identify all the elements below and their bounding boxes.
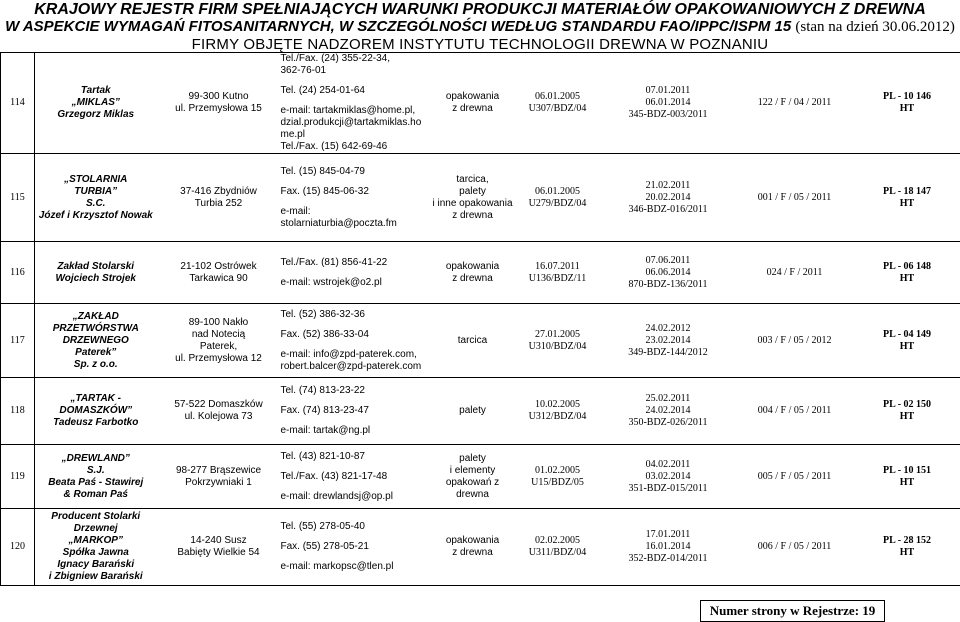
contact-gap — [281, 397, 431, 405]
certificate-line: 24.02.2012 — [645, 322, 691, 334]
certificate-line: 06.01.2014 — [645, 97, 691, 108]
company-name-line: Beata Paś - Stawirej — [48, 476, 144, 488]
registration-code: U307/BDZ/04 — [528, 103, 587, 114]
company-name — [35, 378, 157, 445]
company-contact — [281, 378, 431, 445]
registration-code: U15/BDZ/05 — [531, 476, 584, 488]
company-address — [157, 509, 281, 586]
company-name-line: PRZETWÓRSTWA — [52, 322, 139, 334]
contact-line: Fax. (74) 813-23-47 — [280, 405, 369, 416]
company-name-line: Józef i Krzysztof Nowak — [38, 209, 153, 221]
company-name-line: & Roman Paś — [63, 488, 128, 500]
product-type-line: i inne opakowania — [432, 197, 513, 209]
product-type-line: opakowania — [445, 535, 500, 546]
pl-mark-line: HT — [899, 476, 915, 488]
contact-gap — [281, 341, 431, 349]
company-contact — [281, 53, 431, 154]
pl-mark-line: HT — [899, 103, 915, 114]
contact-line: e-mail: info@zpd-paterek.com, — [280, 348, 417, 360]
product-type — [431, 154, 515, 242]
address-line: Tarkawica 90 — [189, 272, 248, 284]
certificate-dates — [601, 304, 736, 378]
certificate-line: 349-BDZ-144/2012 — [628, 346, 708, 358]
contact-gap — [281, 178, 431, 186]
contact-gap — [281, 321, 431, 329]
page-number-value: 19 — [862, 603, 876, 618]
contact-gap — [281, 463, 431, 471]
pl-mark — [854, 378, 960, 445]
certificate-dates — [601, 378, 736, 445]
address-line: 57-522 Domaszków — [174, 399, 263, 410]
contact-gap — [281, 198, 431, 206]
registration-code: U136/BDZ/11 — [528, 272, 587, 284]
contact-line: Tel./Fax. (43) 821-17-48 — [280, 470, 388, 482]
address-line: 14-240 Susz — [190, 535, 247, 546]
decision-number: 006 / F / 05 / 2011 — [736, 509, 854, 586]
company-name-line: S.J. — [86, 464, 105, 476]
page-number-box — [700, 600, 885, 622]
company-name — [35, 242, 157, 304]
contact-gap — [281, 533, 431, 541]
product-type-line: opakowania — [445, 91, 500, 102]
pl-mark-line: PL - 10 151 — [882, 464, 932, 476]
company-contact — [281, 445, 431, 509]
pl-mark — [854, 509, 960, 586]
company-address — [157, 242, 281, 304]
company-contact — [281, 154, 431, 242]
company-name-line: Ignacy Barański — [57, 559, 135, 570]
company-name-line: „STOLARNIA — [64, 173, 128, 185]
company-name — [35, 53, 157, 154]
page-header — [0, 0, 960, 53]
decision-number: 003 / F / 05 / 2012 — [736, 304, 854, 378]
table-row — [1, 378, 960, 445]
contact-line: robert.balcer@zpd-paterek.com — [280, 360, 422, 372]
page-number-label: Numer strony w Rejestrze: — [709, 603, 860, 618]
contact-gap — [281, 269, 431, 277]
contact-line: e-mail: — [280, 205, 311, 217]
certificate-line: 25.02.2011 — [645, 393, 691, 404]
contact-line: Tel./Fax. (15) 642-69-46 — [280, 141, 388, 152]
table-row — [1, 242, 960, 304]
pl-mark — [854, 53, 960, 154]
contact-line: Tel. (52) 386-32-36 — [280, 308, 365, 320]
company-name-line: „DREWLAND” — [61, 452, 130, 464]
registration — [515, 445, 601, 509]
product-type — [431, 509, 515, 586]
pl-mark — [854, 242, 960, 304]
company-contact — [281, 304, 431, 378]
row-number: 116 — [1, 242, 35, 304]
registration-date: 06.01.2005 — [535, 91, 580, 102]
pl-mark-line: PL - 10 146 — [882, 91, 932, 102]
table-row — [1, 445, 960, 509]
company-name-line: Tartak — [80, 85, 111, 96]
company-address — [157, 445, 281, 509]
certificate-line: 350-BDZ-026/2011 — [628, 417, 708, 428]
product-type-line: z drewna — [452, 103, 493, 114]
product-type-line: tarcica — [457, 334, 488, 346]
registration-code: U310/BDZ/04 — [528, 340, 587, 352]
product-type-line: opakowania — [445, 260, 500, 272]
product-type — [431, 304, 515, 378]
certificate-dates — [601, 242, 736, 304]
pl-mark-line: HT — [899, 197, 915, 209]
certificate-line: 04.02.2011 — [645, 458, 691, 470]
contact-gap — [281, 483, 431, 491]
company-address — [157, 378, 281, 445]
decision-number: 122 / F / 04 / 2011 — [736, 53, 854, 154]
registration-code: U311/BDZ/04 — [528, 547, 587, 558]
product-type-line: z drewna — [452, 547, 493, 558]
contact-line: Tel. (55) 278-05-40 — [280, 521, 365, 532]
company-name-line: DOMASZKÓW” — [59, 405, 133, 416]
product-type-line: palety — [459, 405, 486, 416]
certificate-line: 06.06.2014 — [645, 266, 691, 278]
registration — [515, 154, 601, 242]
table-row — [1, 154, 960, 242]
decision-number: 005 / F / 05 / 2011 — [736, 445, 854, 509]
company-name-line: Producent Stolarki — [51, 511, 141, 522]
registration-code: U279/BDZ/04 — [528, 197, 587, 209]
product-type-line: i elementy — [449, 464, 496, 476]
address-line: Turbia 252 — [194, 197, 243, 209]
certificate-line: 03.02.2014 — [645, 470, 691, 482]
header-supervision: FIRMY OBJĘTE NADZOREM INSTYTUTU TECHNOLOGII DREWNA W POZNANIU — [191, 36, 769, 53]
company-name-line: „ZAKŁAD — [72, 310, 119, 322]
address-line: Paterek, — [199, 340, 238, 352]
company-name — [35, 509, 157, 586]
company-name-line: Tadeusz Farbotko — [53, 417, 139, 428]
pl-mark — [854, 304, 960, 378]
row-number: 117 — [1, 304, 35, 378]
contact-line: Tel. (24) 254-01-64 — [280, 85, 365, 96]
contact-line: me.pl — [280, 129, 305, 140]
contact-gap — [281, 553, 431, 561]
contact-line: Fax. (15) 845-06-32 — [280, 185, 369, 197]
address-line: ul. Przemysłowa 12 — [175, 352, 262, 364]
product-type-line: z drewna — [452, 272, 493, 284]
pl-mark-line: PL - 02 150 — [882, 399, 932, 410]
company-name-line: Wojciech Strojek — [55, 272, 136, 284]
registration-date: 02.02.2005 — [535, 535, 580, 546]
certificate-line: 23.02.2014 — [645, 334, 691, 346]
address-line: 98-277 Brąszewice — [175, 464, 262, 476]
contact-line: e-mail: wstrojek@o2.pl — [280, 276, 382, 288]
header-subtitle-main: W ASPEKCIE WYMAGAŃ FITOSANITARNYCH, W SZCZEGÓLNOŚCI WEDŁUG STANDARDU FAO/IPPC/ISPM 15 — [5, 18, 792, 35]
address-line: Pokrzywniaki 1 — [185, 476, 252, 488]
contact-line: dzial.produkcji@tartakmiklas.ho — [280, 117, 422, 128]
contact-line: Tel. (15) 845-04-79 — [280, 165, 365, 177]
company-name-line: i Zbigniew Barański — [48, 571, 143, 582]
registration-date: 27.01.2005 — [535, 328, 580, 340]
company-name-line: „MIKLAS” — [71, 97, 120, 108]
pl-mark — [854, 445, 960, 509]
registration — [515, 378, 601, 445]
register-table — [0, 52, 960, 586]
contact-line: e-mail: markopsc@tlen.pl — [280, 561, 394, 572]
address-line: ul. Kolejowa 73 — [184, 411, 253, 422]
registration — [515, 242, 601, 304]
certificate-line: 870-BDZ-136/2011 — [628, 278, 708, 290]
certificate-line: 24.02.2014 — [645, 405, 691, 416]
contact-line: e-mail: tartak@ng.pl — [280, 425, 371, 436]
pl-mark-line: PL - 28 152 — [882, 535, 932, 546]
product-type-line: tarcica, — [456, 173, 489, 185]
row-number: 120 — [1, 509, 35, 586]
certificate-dates — [601, 509, 736, 586]
header-title: KRAJOWY REJESTR FIRM SPEŁNIAJĄCYCH WARUNKI PRODUKCJI MATERIAŁÓW OPAKOWANIOWYCH Z DREWNA — [34, 1, 926, 18]
product-type-line: palety — [459, 185, 486, 197]
registration-date: 16.07.2011 — [535, 260, 580, 272]
contact-line: 362-76-01 — [280, 65, 327, 76]
company-name-line: Zakład Stolarski — [57, 260, 135, 272]
contact-line: Tel./Fax. (81) 856-41-22 — [280, 256, 388, 268]
company-name-line: S.C. — [86, 197, 106, 209]
product-type — [431, 242, 515, 304]
row-number: 118 — [1, 378, 35, 445]
registration — [515, 509, 601, 586]
company-name-line: „TARTAK - — [70, 393, 122, 404]
contact-line: Tel. (74) 813-23-22 — [280, 385, 365, 396]
row-number: 114 — [1, 53, 35, 154]
certificate-line: 345-BDZ-003/2011 — [628, 109, 708, 120]
certificate-line: 346-BDZ-016/2011 — [628, 203, 708, 215]
company-name-line: Paterek” — [75, 346, 117, 358]
header-subtitle — [0, 18, 960, 36]
contact-line: stolarniaturbia@poczta.fm — [280, 217, 397, 229]
registration-date: 10.02.2005 — [535, 399, 580, 410]
certificate-dates — [601, 53, 736, 154]
pl-mark-line: HT — [899, 547, 915, 558]
product-type — [431, 378, 515, 445]
product-type — [431, 53, 515, 154]
contact-line: Tel./Fax. (24) 355-22-34, — [280, 53, 390, 64]
product-type — [431, 445, 515, 509]
table-row — [1, 53, 960, 154]
company-address — [157, 53, 281, 154]
table-row — [1, 509, 960, 586]
contact-line: Fax. (52) 386-33-04 — [280, 328, 369, 340]
company-contact — [281, 242, 431, 304]
pl-mark-line: HT — [899, 340, 915, 352]
decision-number: 001 / F / 05 / 2011 — [736, 154, 854, 242]
pl-mark-line: PL - 04 149 — [882, 328, 932, 340]
company-name — [35, 445, 157, 509]
header-status-date: (stan na dzień 30.06.2012) — [795, 19, 955, 35]
company-contact — [281, 509, 431, 586]
address-line: 21-102 Ostrówek — [180, 260, 257, 272]
contact-line: e-mail: tartakmiklas@home.pl, — [280, 105, 416, 116]
registration-code: U312/BDZ/04 — [528, 411, 587, 422]
contact-gap — [281, 417, 431, 425]
certificate-line: 351-BDZ-015/2011 — [628, 482, 708, 494]
company-name-line: Sp. z o.o. — [73, 358, 118, 370]
pl-mark-line: PL - 06 148 — [882, 260, 932, 272]
product-type-line: z drewna — [452, 209, 493, 221]
decision-number: 024 / F / 2011 — [736, 242, 854, 304]
company-name — [35, 154, 157, 242]
company-address — [157, 154, 281, 242]
contact-gap — [281, 97, 431, 105]
contact-line: Tel. (43) 821-10-87 — [280, 450, 365, 462]
address-line: nad Notecią — [191, 328, 246, 340]
registration-date: 01.02.2005 — [535, 464, 580, 476]
pl-mark-line: PL - 18 147 — [882, 185, 932, 197]
decision-number: 004 / F / 05 / 2011 — [736, 378, 854, 445]
contact-line: e-mail: drewlandsj@op.pl — [280, 490, 393, 502]
company-name-line: TURBIA” — [74, 185, 118, 197]
certificate-line: 352-BDZ-014/2011 — [628, 553, 708, 564]
address-line: 37-416 Zbydniów — [180, 185, 257, 197]
product-type-line: opakowań z drewna — [445, 476, 500, 500]
certificate-line: 07.06.2011 — [645, 254, 691, 266]
company-name-line: Drzewnej — [73, 523, 118, 534]
certificate-line: 16.01.2014 — [645, 541, 691, 552]
address-line: Babięty Wielkie 54 — [177, 547, 260, 558]
company-address — [157, 304, 281, 378]
company-name-line: Spółka Jawna — [62, 547, 129, 558]
pl-mark-line: HT — [899, 411, 915, 422]
address-line: 99-300 Kutno — [188, 91, 249, 102]
contact-gap — [281, 77, 431, 85]
table-row — [1, 304, 960, 378]
row-number: 115 — [1, 154, 35, 242]
address-line: ul. Przemysłowa 15 — [175, 103, 262, 114]
company-name-line: Grzegorz Miklas — [57, 109, 135, 120]
contact-line: Fax. (55) 278-05-21 — [280, 541, 369, 552]
product-type-line: palety — [459, 452, 486, 464]
certificate-line: 21.02.2011 — [645, 179, 691, 191]
pl-mark-line: HT — [899, 272, 915, 284]
row-number: 119 — [1, 445, 35, 509]
registration — [515, 53, 601, 154]
certificate-dates — [601, 445, 736, 509]
registration — [515, 304, 601, 378]
company-name-line: DRZEWNEGO — [62, 334, 129, 346]
company-name-line: „MARKOP” — [68, 535, 123, 546]
certificate-line: 07.01.2011 — [645, 85, 691, 96]
pl-mark — [854, 154, 960, 242]
address-line: 89-100 Nakło — [188, 316, 249, 328]
certificate-dates — [601, 154, 736, 242]
registration-date: 06.01.2005 — [535, 185, 580, 197]
certificate-line: 20.02.2014 — [645, 191, 691, 203]
company-name — [35, 304, 157, 378]
certificate-line: 17.01.2011 — [645, 529, 691, 540]
